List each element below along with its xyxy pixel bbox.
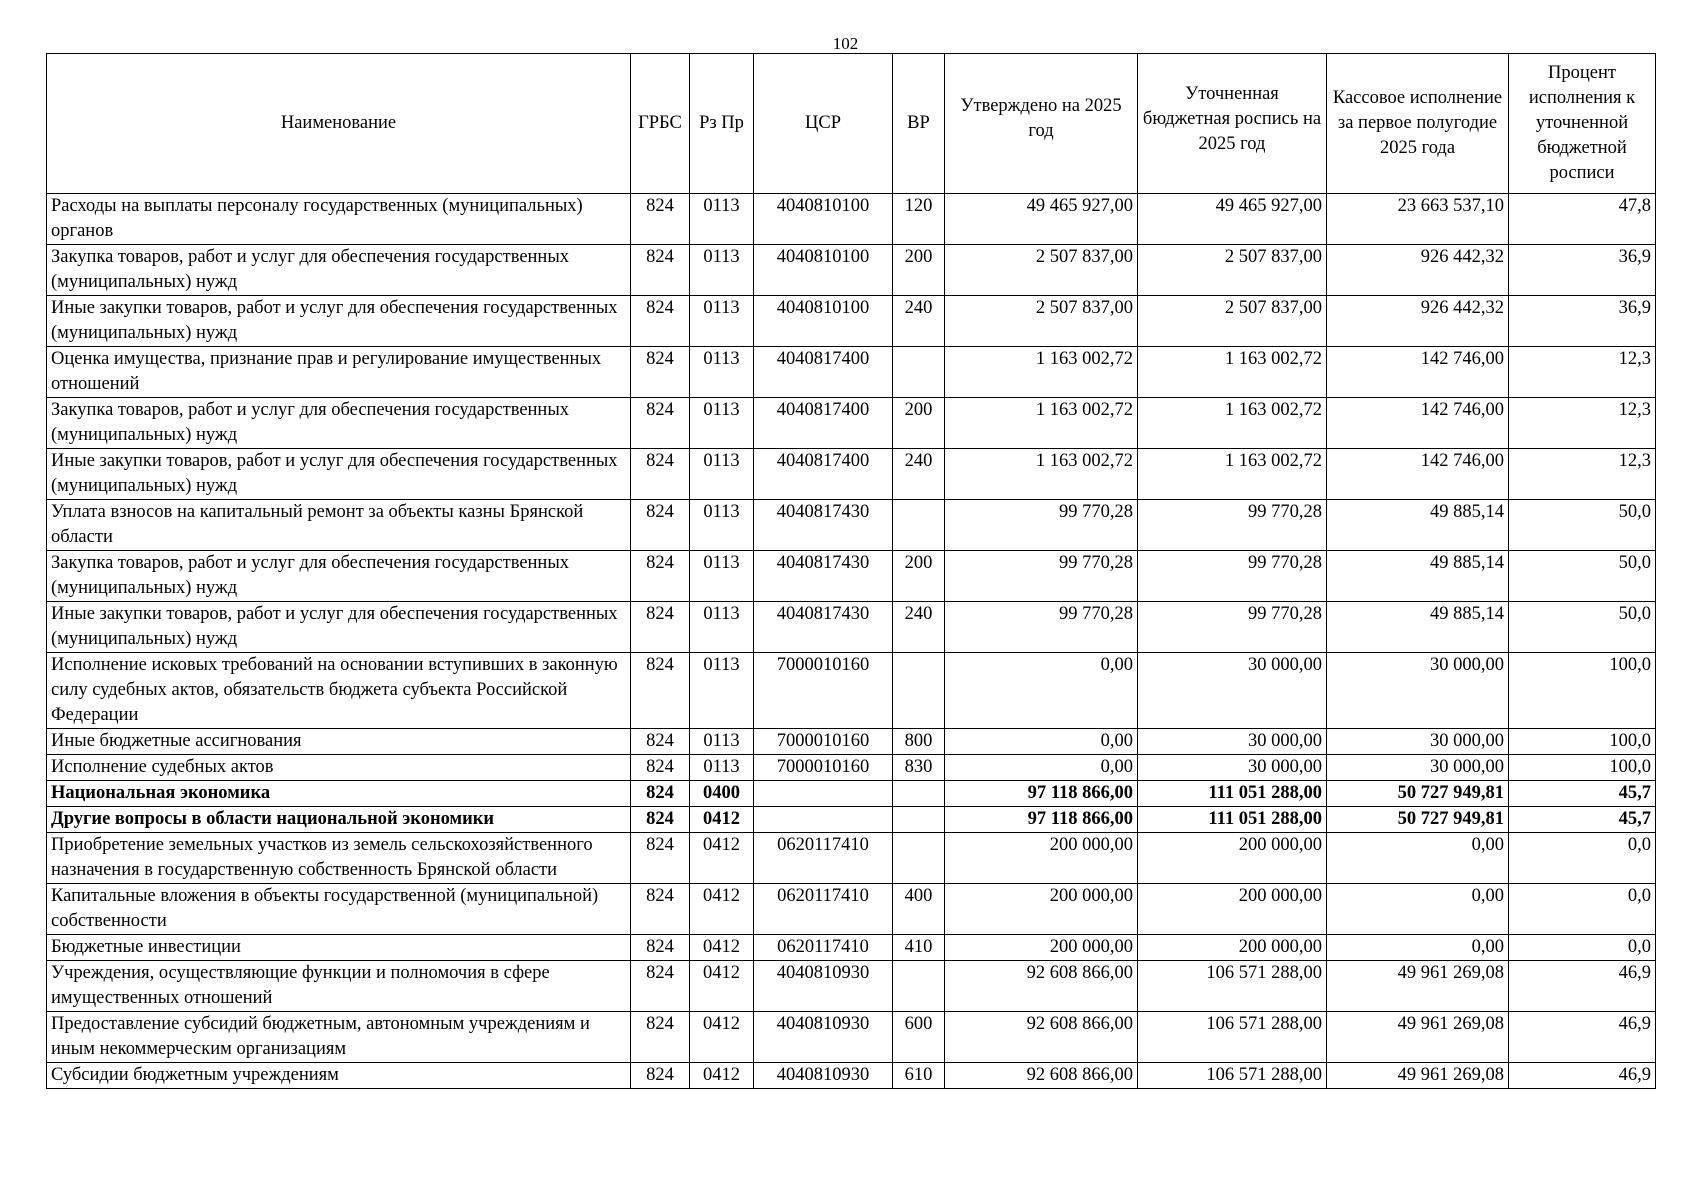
cell-rzpr: 0412 [690, 833, 754, 884]
cell-percent: 46,9 [1509, 961, 1656, 1012]
cell-vr: 200 [893, 245, 945, 296]
cell-refined: 1 163 002,72 [1138, 449, 1327, 500]
cell-vr [893, 833, 945, 884]
cell-rzpr: 0113 [690, 602, 754, 653]
cell-name: Расходы на выплаты персоналу государственных (муниципальных) органов [47, 194, 631, 245]
cell-refined: 30 000,00 [1138, 653, 1327, 729]
cell-approved: 97 118 866,00 [945, 781, 1138, 807]
cell-percent: 50,0 [1509, 551, 1656, 602]
cell-percent: 0,0 [1509, 935, 1656, 961]
col-header-grbs: ГРБС [631, 54, 690, 194]
cell-refined: 111 051 288,00 [1138, 781, 1327, 807]
cell-refined: 99 770,28 [1138, 602, 1327, 653]
cell-percent: 0,0 [1509, 884, 1656, 935]
cell-approved: 0,00 [945, 755, 1138, 781]
cell-percent: 36,9 [1509, 245, 1656, 296]
cell-approved: 200 000,00 [945, 935, 1138, 961]
cell-executed: 30 000,00 [1327, 755, 1509, 781]
cell-rzpr: 0113 [690, 347, 754, 398]
cell-approved: 1 163 002,72 [945, 449, 1138, 500]
cell-executed: 0,00 [1327, 935, 1509, 961]
cell-rzpr: 0113 [690, 245, 754, 296]
cell-grbs: 824 [631, 500, 690, 551]
cell-name: Исполнение исковых требований на основании вступивших в законную силу судебных актов, обязательств бюджета субъекта Российской Федерации [47, 653, 631, 729]
cell-percent: 46,9 [1509, 1063, 1656, 1089]
cell-percent: 50,0 [1509, 602, 1656, 653]
cell-vr: 610 [893, 1063, 945, 1089]
cell-executed: 30 000,00 [1327, 653, 1509, 729]
table-row [47, 398, 1656, 449]
cell-executed: 926 442,32 [1327, 296, 1509, 347]
cell-csr: 0620117410 [754, 833, 893, 884]
cell-percent: 100,0 [1509, 653, 1656, 729]
cell-rzpr: 0113 [690, 755, 754, 781]
cell-rzpr: 0113 [690, 500, 754, 551]
cell-csr: 0620117410 [754, 884, 893, 935]
table-row [47, 1012, 1656, 1063]
cell-grbs: 824 [631, 961, 690, 1012]
table-row [47, 961, 1656, 1012]
cell-grbs: 824 [631, 781, 690, 807]
cell-csr: 4040817400 [754, 347, 893, 398]
cell-vr: 800 [893, 729, 945, 755]
cell-csr: 7000010160 [754, 755, 893, 781]
cell-approved: 99 770,28 [945, 500, 1138, 551]
cell-approved: 92 608 866,00 [945, 961, 1138, 1012]
table-row [47, 781, 1656, 807]
cell-csr: 4040810100 [754, 245, 893, 296]
cell-rzpr: 0412 [690, 935, 754, 961]
table-row [47, 296, 1656, 347]
table-row [47, 602, 1656, 653]
cell-grbs: 824 [631, 755, 690, 781]
cell-percent: 100,0 [1509, 729, 1656, 755]
cell-refined: 30 000,00 [1138, 729, 1327, 755]
cell-approved: 97 118 866,00 [945, 807, 1138, 833]
cell-vr: 200 [893, 398, 945, 449]
budget-table [46, 53, 1656, 1089]
cell-vr [893, 807, 945, 833]
col-header-csr: ЦСР [754, 54, 893, 194]
cell-rzpr: 0113 [690, 551, 754, 602]
cell-approved: 0,00 [945, 653, 1138, 729]
cell-vr: 830 [893, 755, 945, 781]
cell-grbs: 824 [631, 833, 690, 884]
cell-name: Закупка товаров, работ и услуг для обеспечения государственных (муниципальных) нужд [47, 245, 631, 296]
cell-name: Другие вопросы в области национальной экономики [47, 807, 631, 833]
cell-refined: 106 571 288,00 [1138, 961, 1327, 1012]
cell-executed: 49 961 269,08 [1327, 1063, 1509, 1089]
cell-refined: 106 571 288,00 [1138, 1063, 1327, 1089]
cell-name: Иные бюджетные ассигнования [47, 729, 631, 755]
cell-grbs: 824 [631, 194, 690, 245]
cell-grbs: 824 [631, 449, 690, 500]
cell-refined: 99 770,28 [1138, 551, 1327, 602]
cell-percent: 45,7 [1509, 807, 1656, 833]
cell-name: Уплата взносов на капитальный ремонт за объекты казны Брянской области [47, 500, 631, 551]
cell-executed: 49 885,14 [1327, 551, 1509, 602]
cell-approved: 200 000,00 [945, 833, 1138, 884]
cell-executed: 23 663 537,10 [1327, 194, 1509, 245]
cell-vr: 240 [893, 449, 945, 500]
cell-percent: 46,9 [1509, 1012, 1656, 1063]
col-header-rzpr: Рз Пр [690, 54, 754, 194]
cell-csr: 4040810100 [754, 194, 893, 245]
cell-name: Субсидии бюджетным учреждениям [47, 1063, 631, 1089]
cell-name: Оценка имущества, признание прав и регулирование имущественных отношений [47, 347, 631, 398]
cell-percent: 12,3 [1509, 398, 1656, 449]
cell-percent: 100,0 [1509, 755, 1656, 781]
cell-csr: 4040817430 [754, 551, 893, 602]
cell-approved: 99 770,28 [945, 602, 1138, 653]
cell-vr: 120 [893, 194, 945, 245]
cell-grbs: 824 [631, 807, 690, 833]
cell-approved: 1 163 002,72 [945, 398, 1138, 449]
cell-name: Иные закупки товаров, работ и услуг для обеспечения государственных (муниципальных) нужд [47, 449, 631, 500]
cell-percent: 12,3 [1509, 347, 1656, 398]
cell-percent: 45,7 [1509, 781, 1656, 807]
cell-rzpr: 0113 [690, 449, 754, 500]
cell-vr: 240 [893, 296, 945, 347]
cell-csr: 4040817430 [754, 602, 893, 653]
cell-refined: 1 163 002,72 [1138, 347, 1327, 398]
table-row [47, 347, 1656, 398]
cell-csr: 4040817400 [754, 449, 893, 500]
cell-name: Капитальные вложения в объекты государственной (муниципальной) собственности [47, 884, 631, 935]
table-row [47, 884, 1656, 935]
cell-vr: 200 [893, 551, 945, 602]
cell-executed: 49 961 269,08 [1327, 961, 1509, 1012]
cell-grbs: 824 [631, 551, 690, 602]
cell-refined: 30 000,00 [1138, 755, 1327, 781]
cell-name: Бюджетные инвестиции [47, 935, 631, 961]
cell-executed: 142 746,00 [1327, 449, 1509, 500]
cell-rzpr: 0412 [690, 1063, 754, 1089]
cell-executed: 142 746,00 [1327, 347, 1509, 398]
cell-vr [893, 653, 945, 729]
cell-percent: 47,8 [1509, 194, 1656, 245]
cell-csr: 7000010160 [754, 729, 893, 755]
col-header-approved: Утверждено на 2025 год [945, 54, 1138, 194]
cell-grbs: 824 [631, 602, 690, 653]
cell-approved: 2 507 837,00 [945, 296, 1138, 347]
cell-grbs: 824 [631, 729, 690, 755]
table-row [47, 245, 1656, 296]
cell-approved: 92 608 866,00 [945, 1063, 1138, 1089]
cell-percent: 0,0 [1509, 833, 1656, 884]
cell-csr: 7000010160 [754, 653, 893, 729]
table-row [47, 194, 1656, 245]
cell-percent: 36,9 [1509, 296, 1656, 347]
cell-executed: 30 000,00 [1327, 729, 1509, 755]
cell-name: Иные закупки товаров, работ и услуг для обеспечения государственных (муниципальных) нужд [47, 296, 631, 347]
cell-refined: 106 571 288,00 [1138, 1012, 1327, 1063]
cell-executed: 0,00 [1327, 833, 1509, 884]
cell-csr [754, 807, 893, 833]
cell-executed: 926 442,32 [1327, 245, 1509, 296]
table-row [47, 833, 1656, 884]
cell-csr: 4040817400 [754, 398, 893, 449]
cell-refined: 200 000,00 [1138, 935, 1327, 961]
cell-rzpr: 0412 [690, 807, 754, 833]
cell-refined: 99 770,28 [1138, 500, 1327, 551]
cell-rzpr: 0113 [690, 653, 754, 729]
cell-csr: 4040810930 [754, 1012, 893, 1063]
cell-percent: 50,0 [1509, 500, 1656, 551]
cell-name: Предоставление субсидий бюджетным, автономным учреждениям и иным некоммерческим организациям [47, 1012, 631, 1063]
table-row [47, 551, 1656, 602]
cell-grbs: 824 [631, 653, 690, 729]
cell-vr: 240 [893, 602, 945, 653]
cell-executed: 0,00 [1327, 884, 1509, 935]
cell-name: Исполнение судебных актов [47, 755, 631, 781]
cell-approved: 92 608 866,00 [945, 1012, 1138, 1063]
cell-csr: 4040817430 [754, 500, 893, 551]
cell-grbs: 824 [631, 398, 690, 449]
table-row [47, 1063, 1656, 1089]
cell-refined: 2 507 837,00 [1138, 296, 1327, 347]
page-number: 102 [832, 34, 859, 53]
table-row [47, 653, 1656, 729]
cell-percent: 12,3 [1509, 449, 1656, 500]
col-header-vr: ВР [893, 54, 945, 194]
cell-name: Закупка товаров, работ и услуг для обеспечения государственных (муниципальных) нужд [47, 551, 631, 602]
cell-vr: 400 [893, 884, 945, 935]
cell-approved: 2 507 837,00 [945, 245, 1138, 296]
cell-refined: 49 465 927,00 [1138, 194, 1327, 245]
cell-vr: 600 [893, 1012, 945, 1063]
cell-grbs: 824 [631, 935, 690, 961]
cell-approved: 99 770,28 [945, 551, 1138, 602]
cell-name: Национальная экономика [47, 781, 631, 807]
table-row [47, 500, 1656, 551]
cell-refined: 200 000,00 [1138, 884, 1327, 935]
cell-rzpr: 0113 [690, 398, 754, 449]
cell-approved: 1 163 002,72 [945, 347, 1138, 398]
cell-executed: 49 885,14 [1327, 500, 1509, 551]
cell-rzpr: 0400 [690, 781, 754, 807]
cell-name: Иные закупки товаров, работ и услуг для обеспечения государственных (муниципальных) нужд [47, 602, 631, 653]
cell-csr: 0620117410 [754, 935, 893, 961]
cell-vr [893, 781, 945, 807]
cell-approved: 200 000,00 [945, 884, 1138, 935]
cell-name: Учреждения, осуществляющие функции и полномочия в сфере имущественных отношений [47, 961, 631, 1012]
cell-approved: 49 465 927,00 [945, 194, 1138, 245]
cell-csr: 4040810100 [754, 296, 893, 347]
cell-refined: 200 000,00 [1138, 833, 1327, 884]
cell-grbs: 824 [631, 296, 690, 347]
header-row [47, 54, 1656, 194]
col-header-name: Наименование [47, 54, 631, 194]
cell-executed: 50 727 949,81 [1327, 807, 1509, 833]
cell-vr: 410 [893, 935, 945, 961]
table-row [47, 935, 1656, 961]
cell-refined: 2 507 837,00 [1138, 245, 1327, 296]
table-row [47, 755, 1656, 781]
cell-rzpr: 0113 [690, 729, 754, 755]
cell-refined: 111 051 288,00 [1138, 807, 1327, 833]
cell-csr: 4040810930 [754, 961, 893, 1012]
cell-name: Закупка товаров, работ и услуг для обеспечения государственных (муниципальных) нужд [47, 398, 631, 449]
col-header-refined: Уточненная бюджетная роспись на 2025 год [1138, 54, 1327, 194]
cell-rzpr: 0412 [690, 961, 754, 1012]
table-row [47, 807, 1656, 833]
col-header-percent: Процент исполнения к уточненной бюджетной росписи [1509, 54, 1656, 194]
cell-vr [893, 961, 945, 1012]
cell-rzpr: 0412 [690, 1012, 754, 1063]
cell-name: Приобретение земельных участков из земель сельскохозяйственного назначения в государственную собственность Брянской области [47, 833, 631, 884]
cell-csr: 4040810930 [754, 1063, 893, 1089]
table-row [47, 729, 1656, 755]
cell-vr [893, 500, 945, 551]
cell-rzpr: 0113 [690, 296, 754, 347]
cell-grbs: 824 [631, 347, 690, 398]
cell-grbs: 824 [631, 245, 690, 296]
cell-grbs: 824 [631, 1012, 690, 1063]
cell-refined: 1 163 002,72 [1138, 398, 1327, 449]
cell-rzpr: 0412 [690, 884, 754, 935]
cell-csr [754, 781, 893, 807]
cell-vr [893, 347, 945, 398]
cell-executed: 49 961 269,08 [1327, 1012, 1509, 1063]
cell-approved: 0,00 [945, 729, 1138, 755]
col-header-executed: Кассовое исполнение за первое полугодие 2025 года [1327, 54, 1509, 194]
cell-grbs: 824 [631, 1063, 690, 1089]
table-row [47, 449, 1656, 500]
cell-executed: 50 727 949,81 [1327, 781, 1509, 807]
cell-executed: 142 746,00 [1327, 398, 1509, 449]
cell-executed: 49 885,14 [1327, 602, 1509, 653]
cell-rzpr: 0113 [690, 194, 754, 245]
cell-grbs: 824 [631, 884, 690, 935]
